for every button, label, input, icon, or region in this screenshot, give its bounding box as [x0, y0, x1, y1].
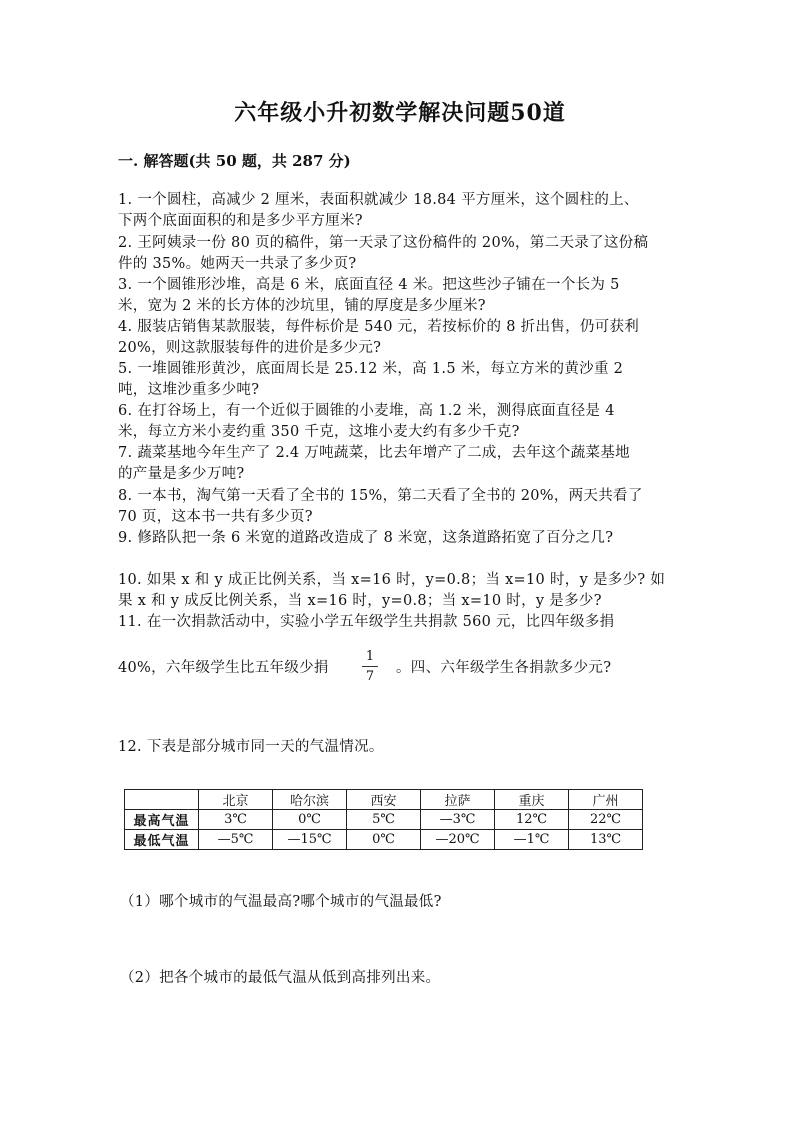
question-line: 5. 一堆圆锥形黄沙，底面周长是 25.12 米，高 1.5 米，每立方米的黄沙重 2 — [118, 361, 624, 377]
table-header-cell — [125, 790, 199, 810]
question-line: 米，宽为 2 米的长方体的沙坑里，铺的厚度是多少厘米? — [118, 298, 486, 314]
sub-question: （2）把各个城市的最低气温从低到高排列出来。 — [120, 970, 441, 986]
table-header-cell: 哈尔滨 — [273, 790, 347, 810]
table-header-cell: 广州 — [569, 790, 643, 810]
fraction-numerator: 1 — [365, 649, 375, 664]
table-cell: 5℃ — [347, 810, 421, 830]
fraction-denominator: 7 — [365, 669, 375, 684]
table-row-label: 最高气温 — [125, 810, 199, 830]
table-header-cell: 重庆 — [495, 790, 569, 810]
question-line: 米，每立方米小麦约重 350 千克，这堆小麦大约有多少千克? — [118, 424, 520, 440]
question-line: 11. 在一次捐款活动中，实验小学五年级学生共捐款 560 元，比四年级多捐 — [118, 614, 615, 630]
table-cell: 0℃ — [347, 830, 421, 850]
question-line: 2. 王阿姨录一份 80 页的稿件，第一天录了这份稿件的 20%，第二天录了这份稿 — [118, 235, 649, 251]
table-header-cell: 西安 — [347, 790, 421, 810]
question-line: 8. 一本书，淘气第一天看了全书的 15%，第二天看了全书的 20%，两天共看了 — [118, 488, 643, 504]
question-line: 3. 一个圆锥形沙堆，高是 6 米，底面直径 4 米。把这些沙子铺在一个长为 5 — [118, 277, 620, 293]
temperature-table — [124, 789, 643, 850]
table-cell: 12℃ — [495, 810, 569, 830]
table-cell: 13℃ — [569, 830, 643, 850]
table-header-cell: 北京 — [199, 790, 273, 810]
question-line: 1. 一个圆柱，高减少 2 厘米，表面积就减少 18.84 平方厘米，这个圆柱的上、 — [118, 192, 639, 208]
question-line: 6. 在打谷场上，有一个近似于圆锥的小麦堆，高 1.2 米，测得底面直径是 4 — [118, 403, 615, 419]
question-line: 40%，六年级学生比五年级少捐 — [118, 660, 329, 676]
question-line: 的产量是多少万吨? — [118, 466, 245, 482]
sub-question: （1）哪个城市的气温最高?哪个城市的气温最低? — [120, 894, 442, 910]
question-line: 下两个底面面积的和是多少平方厘米? — [118, 213, 363, 229]
page-title: 六年级小升初数学解决问题50道 — [234, 100, 566, 126]
table-cell: 3℃ — [199, 810, 273, 830]
table-row — [125, 830, 643, 850]
question-line: 10. 如果 x 和 y 成正比例关系，当 x=16 时，y=0.8；当 x=10 时，y 是多少? 如 — [118, 572, 666, 588]
question-line: 果 x 和 y 成反比例关系，当 x=16 时，y=0.8；当 x=10 时，y 是多少? — [118, 593, 602, 609]
table-cell: —5℃ — [199, 830, 273, 850]
table-header-row — [125, 790, 643, 810]
fraction — [360, 650, 380, 683]
question-line: 4. 服装店销售某款服装，每件标价是 540 元，若按标价的 8 折出售，仍可获利 — [118, 319, 640, 335]
table-cell: —3℃ — [421, 810, 495, 830]
question-line: 9. 修路队把一条 6 米宽的道路改造成了 8 米宽，这条道路拓宽了百分之几? — [118, 530, 614, 546]
question-line: 。四、六年级学生各捐款多少元? — [396, 660, 612, 676]
question-line: 吨，这堆沙重多少吨? — [118, 382, 260, 398]
table-cell: —20℃ — [421, 830, 495, 850]
table-cell: 22℃ — [569, 810, 643, 830]
table-cell: —15℃ — [273, 830, 347, 850]
question-line: 7. 蔬菜基地今年生产了 2.4 万吨蔬菜，比去年增产了二成，去年这个蔬菜基地 — [118, 445, 630, 461]
question-line: 12. 下表是部分城市同一天的气温情况。 — [118, 739, 384, 755]
question-line: 70 页，这本书一共有多少页? — [118, 509, 313, 525]
table-row-label: 最低气温 — [125, 830, 199, 850]
table-row — [125, 810, 643, 830]
table-cell: 0℃ — [273, 810, 347, 830]
fraction-bar — [362, 666, 378, 667]
table-header-cell: 拉萨 — [421, 790, 495, 810]
question-line: 件的 35%。她两天一共录了多少页? — [118, 256, 357, 272]
question-line: 20%，则这款服装每件的进价是多少元? — [118, 340, 382, 356]
section-heading: 一. 解答题(共 50 题，共 287 分) — [118, 152, 351, 170]
table-cell: —1℃ — [495, 830, 569, 850]
